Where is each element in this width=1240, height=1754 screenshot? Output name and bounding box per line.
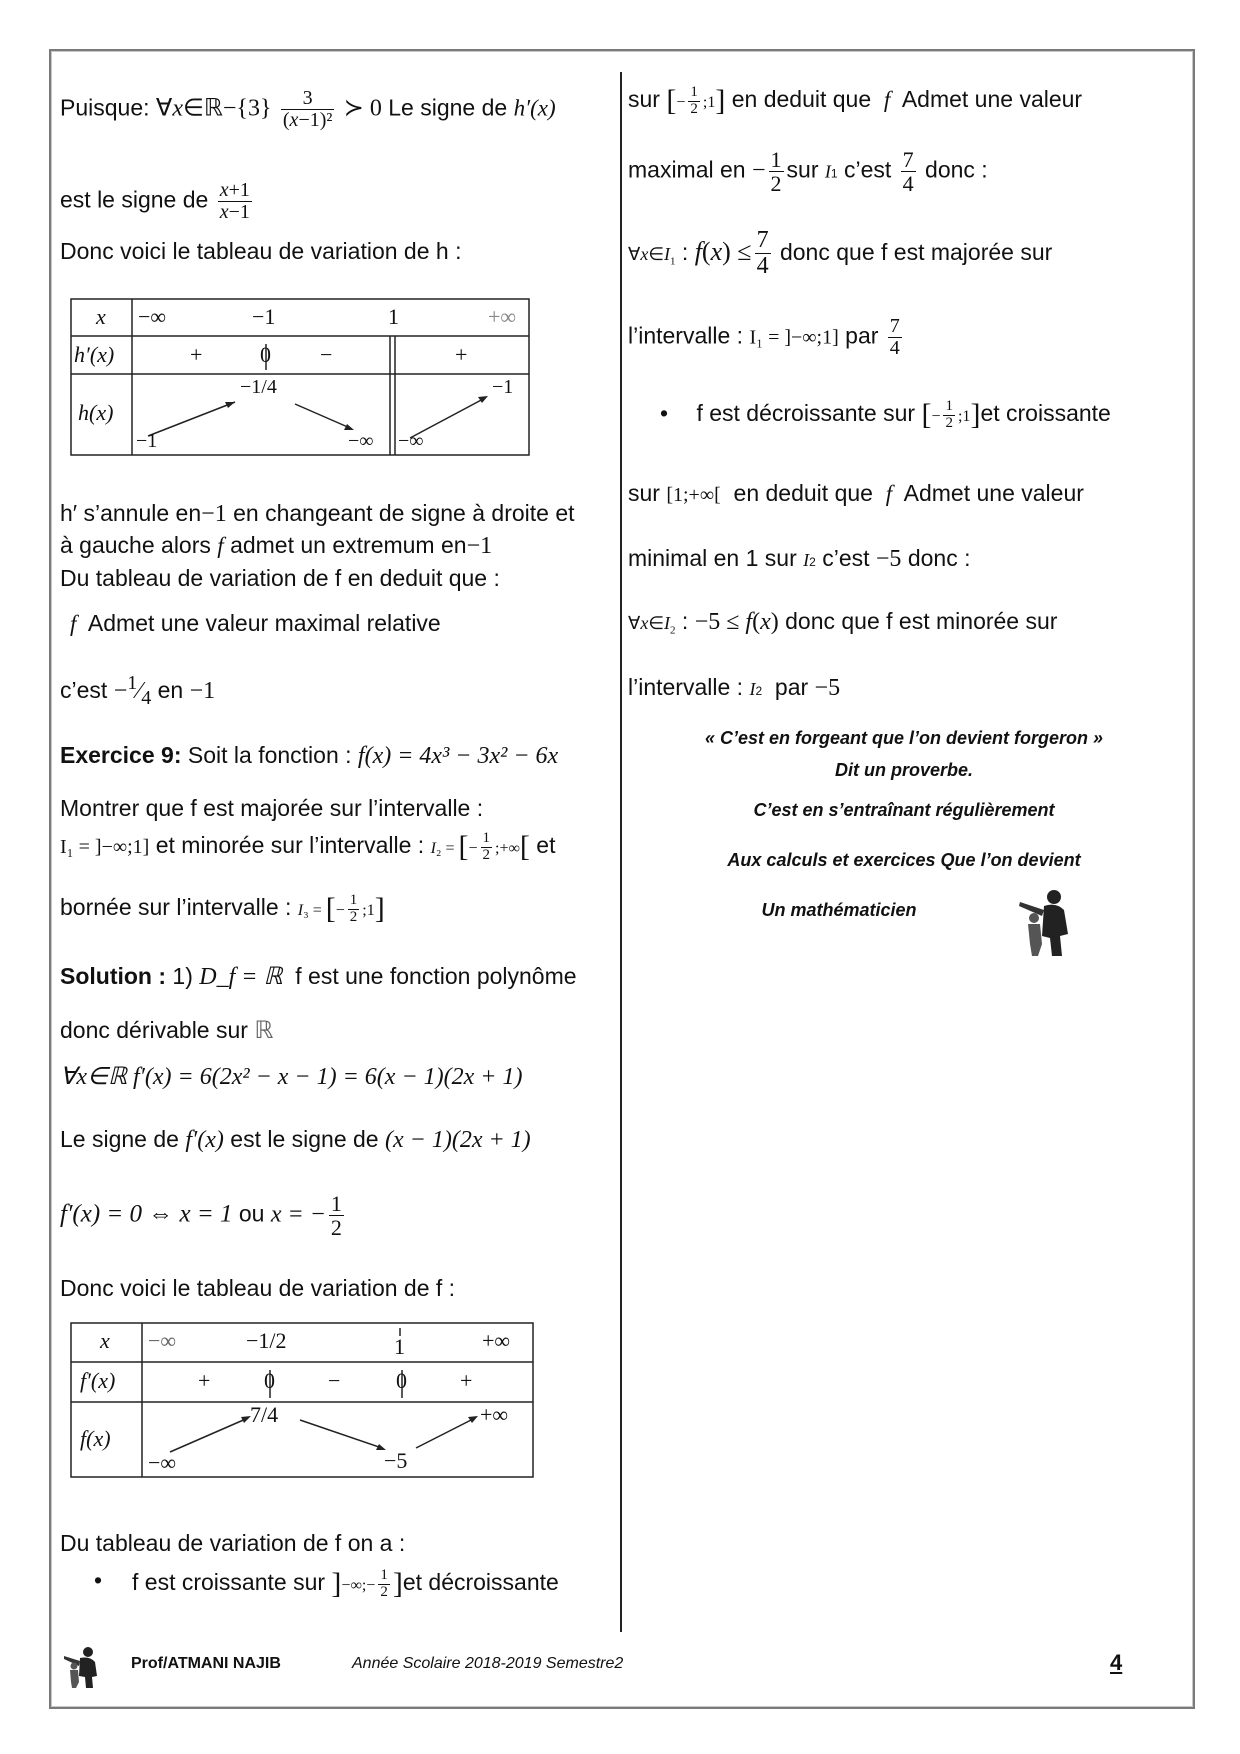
intervalle-1-line: l’intervalle : I₁ = ]−∞;1] par $\frac{7}{4}$ xyxy=(628,315,900,359)
table-h-val4: −1 xyxy=(492,376,514,398)
footer-illustration xyxy=(62,1646,102,1688)
forall-line: ∀x∈ℝ f′(x) = 6(2x² − x − 1) = 6(x − 1)(2x + 1) xyxy=(60,1064,523,1090)
exercice-9-title: Exercice 9: xyxy=(60,742,182,768)
table-f-val0: 7/4 xyxy=(250,1402,279,1427)
table-f-sign2: − xyxy=(328,1368,341,1393)
derivable-line: donc dérivable sur ℝ xyxy=(60,1017,274,1044)
decroissante-line: • f est décroissante sur [− $\frac{1}{2}$ ;1]et croissante xyxy=(660,397,1111,431)
table-f-x1: −1/2 xyxy=(246,1328,287,1353)
puisque-line: Puisque: ∀x∈ℝ−{3} $\frac{3}{\text{(x−1)²}}$ ≻ 0 Le signe de h′(x) xyxy=(60,87,556,131)
sur-1inf-line: sur [1;+∞[ en deduit que f Admet une valeur xyxy=(628,480,1084,506)
quote-line-3: C’est en s’entraînant régulièrement xyxy=(753,800,1055,820)
est-signe-line: est le signe de $\frac{x+1}{x-1}$ xyxy=(60,179,250,223)
table-h-x-label: x xyxy=(96,304,106,329)
table-h-x3: +∞ xyxy=(488,304,517,329)
table-f-val2: −∞ xyxy=(148,1450,177,1475)
donc-voici-h: Donc voici le tableau de variation de h : xyxy=(60,238,462,264)
footer-author: Prof/ATMANI NAJIB xyxy=(131,1655,281,1672)
croissante-line: • f est croissante sur ]−∞;− $\frac{1}{2}$ ]et décroissante xyxy=(94,1566,559,1600)
table-f-func-label: f(x) xyxy=(80,1426,111,1451)
table-h-sign2: − xyxy=(320,342,333,367)
table-f-svg xyxy=(70,1322,534,1478)
table-h-val3: −∞ xyxy=(398,430,424,452)
table-h-val1: −1 xyxy=(136,430,158,452)
exercice-9-line: Exercice 9: Soit la fonction : f(x) = 4x³ − 3x² − 6x xyxy=(60,742,559,769)
quote-line-5: Un mathématicien xyxy=(761,900,917,920)
signe-de-line: Le signe de f′(x) est le signe de (x − 1)(2x + 1) xyxy=(60,1126,531,1153)
variation-table-h xyxy=(70,298,530,456)
table-h-sign0: + xyxy=(190,342,203,367)
quote-line-1: « C’est en forgeant que l’on devient forgeron » xyxy=(704,728,1104,748)
table-h-val2: −∞ xyxy=(348,430,374,452)
minimal-line: minimal en 1 sur I2 c’est −5 donc : xyxy=(628,545,971,572)
table-f-sign3: 0 xyxy=(396,1368,407,1393)
du-tableau-line: Du tableau de variation de f en deduit que : xyxy=(60,565,500,591)
gauche-line: à gauche alors f admet un extremum en−1 xyxy=(60,532,493,559)
table-f-x0: −∞ xyxy=(148,1328,177,1353)
table-h-val0: −1/4 xyxy=(240,376,277,398)
table-f-x-label: x xyxy=(100,1328,110,1353)
admet-max-line: f Admet une valeur maximal relative xyxy=(70,610,441,636)
bornee-line: bornée sur l’intervalle : I₃ = [− $\frac{1}{2}$ ;1] xyxy=(60,891,385,925)
table-f-deriv-label: f′(x) xyxy=(80,1368,116,1393)
column-divider xyxy=(620,72,622,1632)
teacher-student-illustration xyxy=(1014,888,1074,958)
cest-line: c’est $-^1⁄_4$ en −1 xyxy=(60,672,216,709)
table-h-x1: −1 xyxy=(252,304,276,329)
donc-voici-f: Donc voici le tableau de variation de f : xyxy=(60,1275,456,1301)
h-annule-line: h′ s’annule en−1 en changeant de signe à droite et xyxy=(60,500,575,527)
table-h-x0: −∞ xyxy=(138,304,167,329)
table-f-sign1: 0 xyxy=(264,1368,275,1393)
maximal-line: maximal en − $\frac{1}{2}$ sur I1 c’est $\frac{7}{4}$ donc : xyxy=(628,147,988,197)
minoree-line-right: $\forall x\in I_2$ : −5 ≤ f(x) donc que f est minorée sur xyxy=(628,608,1058,637)
table-f-x3: +∞ xyxy=(482,1328,511,1353)
footer-year: Année Scolaire 2018-2019 Semestre2 xyxy=(352,1655,624,1672)
zero-line: f′(x) = 0 ⇔ x = 1 ou x = − $\frac{1}{2}$ xyxy=(60,1191,342,1241)
intervalle-2-line: l’intervalle : I2 par −5 xyxy=(628,674,841,701)
du-tableau-f-line: Du tableau de variation de f on a : xyxy=(60,1530,406,1556)
table-h-func-label: h(x) xyxy=(78,400,114,425)
table-f-sign0: + xyxy=(198,1368,211,1393)
solution-line: Solution : 1) D_f = ℝ f est une fonction polynôme xyxy=(60,963,577,990)
table-h-x2: 1 xyxy=(388,304,399,329)
quote-line-4: Aux calculs et exercices Que l’on devient xyxy=(727,850,1081,870)
minoree-line: I₁ = ]−∞;1] et minorée sur l’intervalle : I₂ = [− $\frac{1}{2}$ ;+∞[ et xyxy=(60,829,556,863)
table-f-val3: −5 xyxy=(384,1448,408,1473)
variation-table-f xyxy=(70,1322,534,1478)
table-f-sign4: + xyxy=(460,1368,473,1393)
table-h-sign1: 0 xyxy=(260,342,271,367)
quote-line-2: Dit un proverbe. xyxy=(834,760,973,780)
table-f-val1: +∞ xyxy=(480,1402,509,1427)
table-f-x2: 1 xyxy=(394,1334,405,1359)
right-sur-line: sur [− $\frac{1}{2}$ ;1] en deduit que f Admet une valeur xyxy=(628,83,1083,117)
page-number: 4 xyxy=(1110,1650,1123,1675)
montrer-line: Montrer que f est majorée sur l’intervalle : xyxy=(60,795,484,821)
table-h-deriv-label: h′(x) xyxy=(74,342,115,367)
table-h-sign3: + xyxy=(455,342,468,367)
majoree-line: $\forall x\in I_1$ : f(x) ≤ $\frac{7}{4}$ donc que f est majorée sur xyxy=(628,227,1053,280)
